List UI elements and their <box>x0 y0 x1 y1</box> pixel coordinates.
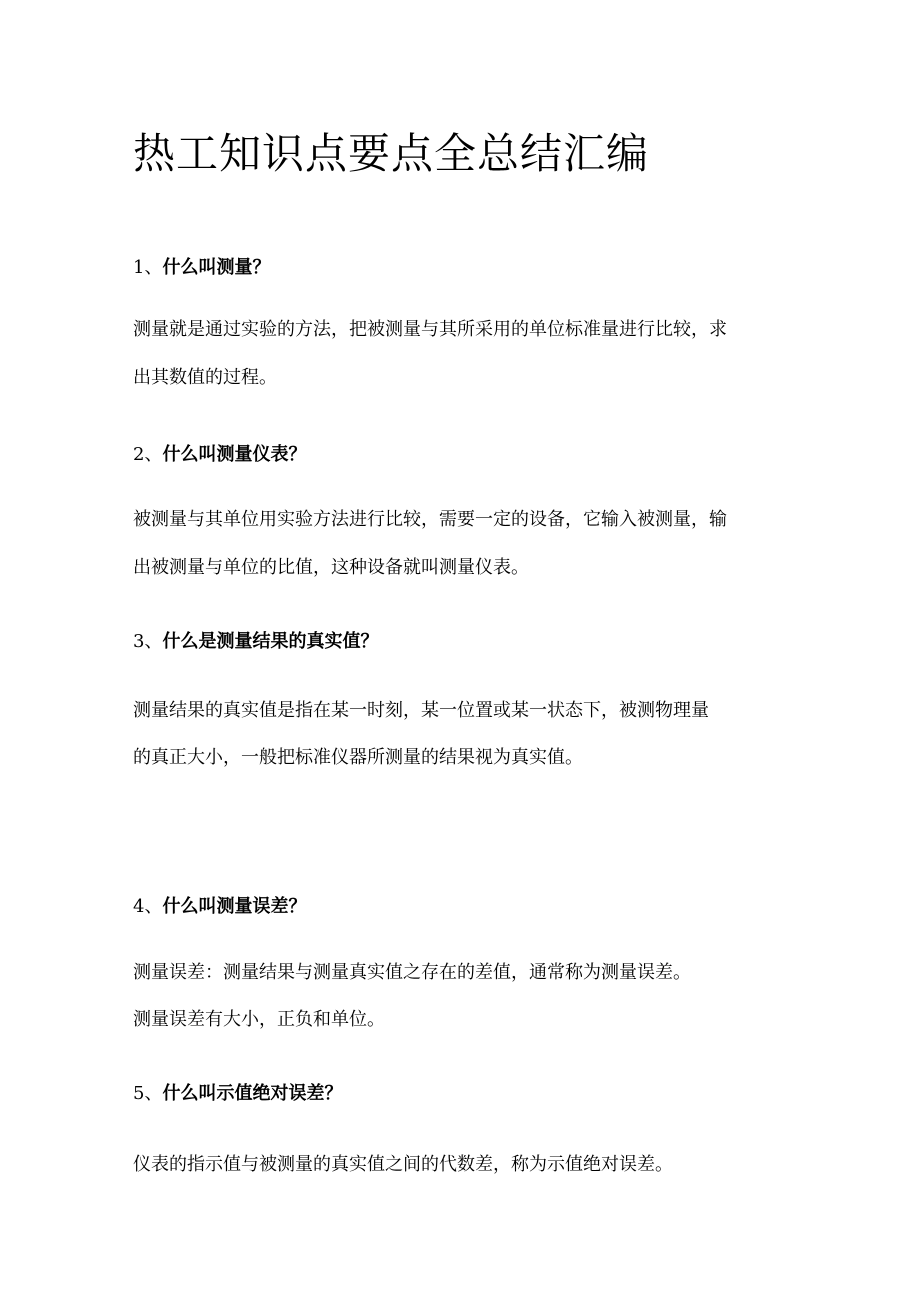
answer-1-line-2: 出其数值的过程。 <box>133 367 277 388</box>
question-heading-3 <box>133 630 378 654</box>
answer-3-line-1: 测量结果的真实值是指在某一时刻，某一位置或某一状态下，被测物理量 <box>133 700 709 721</box>
question-heading-2 <box>133 443 306 467</box>
answer-4-line-2: 测量误差有大小，正负和单位。 <box>133 1009 385 1030</box>
answer-1-line-1: 测量就是通过实验的方法，把被测量与其所采用的单位标准量进行比较，求 <box>133 319 727 340</box>
question-heading-1 <box>133 256 270 280</box>
answer-3-line-2: 的真正大小，一般把标准仪器所测量的结果视为真实值。 <box>133 747 583 768</box>
question-number-2: 2、 <box>133 444 163 465</box>
document-title: 热工知识点要点全总结汇编 <box>133 129 650 178</box>
answer-5-line-1: 仪表的指示值与被测量的真实值之间的代数差，称为示值绝对误差。 <box>133 1154 673 1175</box>
question-heading-4 <box>133 895 306 919</box>
question-number-1: 1、 <box>133 257 163 278</box>
question-number-5: 5、 <box>133 1083 163 1104</box>
question-heading-5 <box>133 1082 342 1106</box>
question-text-1: 什么叫测量？ <box>162 257 271 278</box>
question-number-3: 3、 <box>133 631 163 652</box>
answer-2-line-2: 出被测量与单位的比值，这种设备就叫测量仪表。 <box>133 557 529 578</box>
question-text-3: 什么是测量结果的真实值？ <box>162 631 379 652</box>
answer-4-line-1: 测量误差：测量结果与测量真实值之存在的差值，通常称为测量误差。 <box>133 962 691 983</box>
answer-2-line-1: 被测量与其单位用实验方法进行比较，需要一定的设备，它输入被测量，输 <box>133 509 727 530</box>
question-number-4: 4、 <box>133 896 163 917</box>
question-text-4: 什么叫测量误差？ <box>162 896 307 917</box>
question-text-5: 什么叫示值绝对误差？ <box>162 1083 343 1104</box>
question-text-2: 什么叫测量仪表？ <box>162 444 307 465</box>
